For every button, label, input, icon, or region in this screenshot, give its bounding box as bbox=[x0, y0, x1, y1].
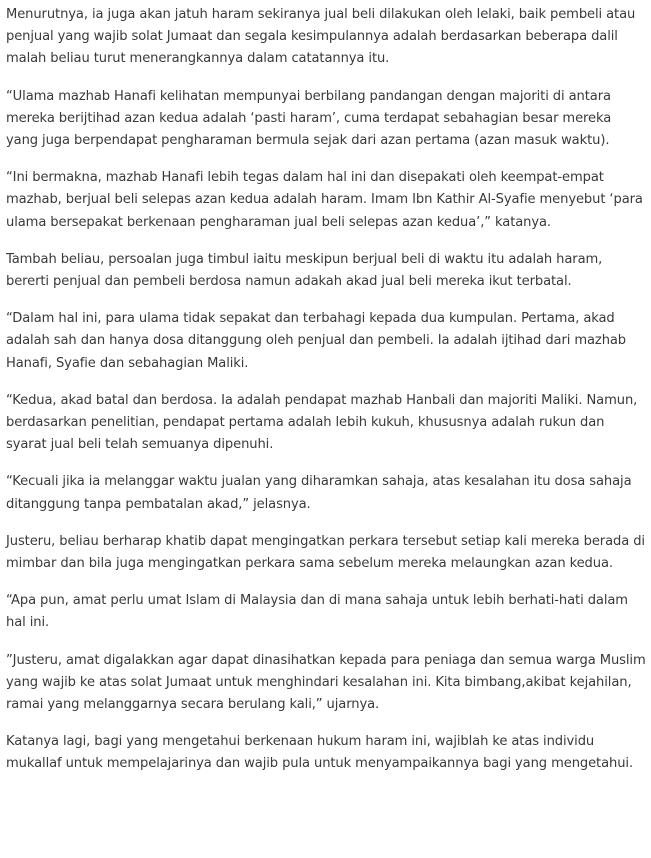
paragraph-1: Menurutnya, ia juga akan jatuh haram sekiranya jual beli dilakukan oleh lelaki, baik pembeli atau penjual yang wajib solat Jumaat dan segala kesimpulannya adalah berdasarkan beberapa dalil malah beliau turut menerangkannya dalam catatannya itu. bbox=[6, 7, 636, 67]
paragraph-10: ”Justeru, amat digalakkan agar dapat dinasihatkan kepada para peniaga dan semua warga Muslim yang wajib ke atas solat Jumaat untuk menghindari kesalahan ini. Kita bimbang,akibat kejahilan, ramai yang melanggarnya secara berulang kali,” ujarnya. bbox=[6, 652, 646, 713]
paragraph-3: “Ini bermakna, mazhab Hanafi lebih tegas dalam hal ini dan disepakati oleh keempat-empat mazhab, berjual beli selepas azan kedua adalah haram. Imam Ibn Kathir Al-Syafie menyebut ‘para ulama bersepakat berkenaan pengharaman jual beli selepas azan kedua’,” katanya. bbox=[6, 170, 643, 230]
paragraph-5: “Dalam hal ini, para ulama tidak sepakat dan terbahagi kepada dua kumpulan. Pertama, akad adalah sah dan hanya dosa ditanggung oleh penjual dan pembeli. Ia adalah ijtihad dari mazhab Hanafi, Syafie dan sebahagian Maliki. bbox=[6, 311, 627, 371]
paragraph-4: Tambah beliau, persoalan juga timbul iaitu meskipun berjual beli di waktu itu adalah haram, bererti penjual dan pembeli berdosa namun adakah akad jual beli mereka ikut terbatal. bbox=[6, 251, 603, 290]
paragraph-9: “Apa pun, amat perlu umat Islam di Malaysia dan di mana sahaja untuk lebih berhati-hati dalam hal ini. bbox=[6, 593, 628, 631]
paragraph-2: “Ulama mazhab Hanafi kelihatan mempunyai berbilang pandangan dengan majoriti di antara mereka berijtihad azan kedua adalah ‘pasti haram’, cuma terdapat sebahagian besar mereka yang juga berpendapat pengharaman bermula sejak dari azan pertama (azan masuk waktu). bbox=[6, 88, 612, 149]
paragraph-8: Justeru, beliau berharap khatib dapat mengingatkan perkara tersebut setiap kali mereka berada di mimbar dan bila juga mengingatkan perkara sama sebelum mereka melaungkan azan kedua. bbox=[6, 533, 645, 572]
paragraph-6: “Kedua, akad batal dan berdosa. Ia adalah pendapat mazhab Hanbali dan majoriti Maliki. Namun, berdasarkan penelitian, pendapat pertama adalah lebih kukuh, khususnya adalah rukun dan syarat jual beli telah semuanya dipenuhi. bbox=[6, 392, 638, 453]
article-body bbox=[0, 4, 651, 776]
paragraph-7: “Kecuali jika ia melanggar waktu jualan yang diharamkan sahaja, atas kesalahan itu dosa sahaja ditanggung tanpa pembatalan akad,” jelasnya. bbox=[6, 474, 632, 512]
paragraph-11: Katanya lagi, bagi yang mengetahui berkenaan hukum haram ini, wajiblah ke atas individu mukallaf untuk mempelajarinya dan wajib pula untuk menyampaikannya bagi yang mengetahui. bbox=[6, 734, 634, 772]
